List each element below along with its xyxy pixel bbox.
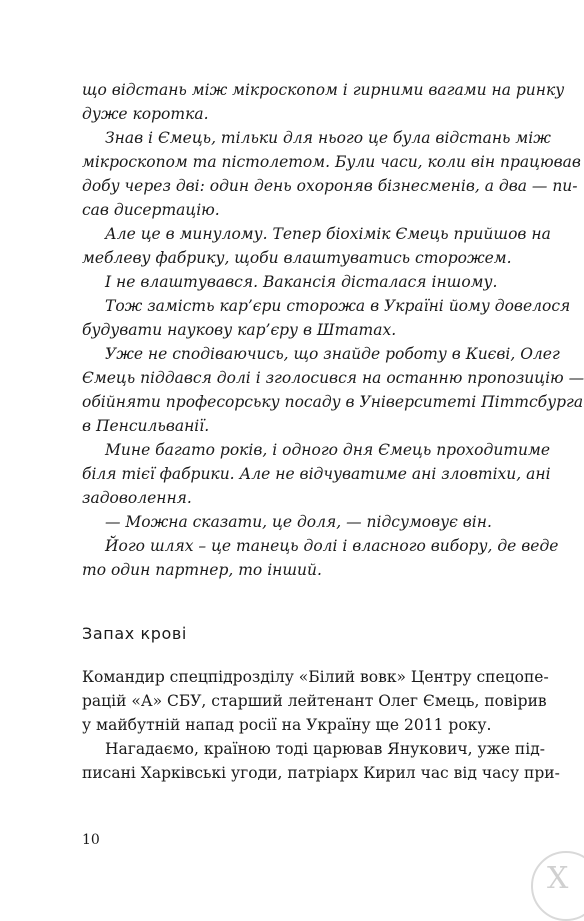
text-line: Мине багато років, і одного дня Ємець проходитиме [105,441,551,459]
text-line: Ємець піддався долі і зголосився на останню пропозицію — [82,369,584,387]
text-line: що відстань між мікроскопом і гирними вагами на ринку [82,81,565,99]
text-line: то один партнер, то інший. [82,561,322,579]
text-line: рацій «А» СБУ, старший лейтенант Олег Ємець, повірив [82,692,547,710]
text-line: добу через дві: один день охороняв бізнесменів, а два — пи- [82,177,578,195]
text-line: мікроскопом та пістолетом. Були часи, коли він працював [82,153,581,171]
page-number: 10 [82,832,100,848]
text-line: Але це в минулому. Тепер біохімік Ємець прийшов на [105,225,551,243]
text-line: дуже коротка. [82,105,209,123]
text-line: меблеву фабрику, щоби влаштуватись сторожем. [82,249,512,267]
text-line: задоволення. [82,489,192,507]
text-line: І не влаштувався. Вакансія дісталася іншому. [105,273,498,291]
text-line: Його шлях – це танець долі і власного вибору, де веде [105,537,559,555]
text-line: у майбутній напад росії на Україну ще 2011 року. [82,716,492,734]
watermark-letter: Х [547,861,569,896]
text-line: обійняти професорську посаду в Університеті Піттсбурга [82,393,584,411]
text-line: Уже не сподіваючись, що знайде роботу в Києві, Олег [105,345,560,363]
publisher-watermark-logo [531,851,584,921]
text-line: сав дисертацію. [82,201,220,219]
text-line: писані Харківські угоди, патріарх Кирил час від часу при- [82,764,560,782]
text-line: Знав і Ємець, тільки для нього це була відстань між [105,129,551,147]
section-heading: Запах крові [82,624,187,643]
text-line: будувати наукову кар’єру в Штатах. [82,321,397,339]
text-line: Нагадаємо, країною тоді царював Янукович, уже під- [105,740,545,758]
text-line: біля тієї фабрики. Але не відчуватиме ані зловтіхи, ані [82,465,551,483]
text-line: в Пенсильванії. [82,417,210,435]
text-line: Тож замість кар’єри сторожа в Україні йому довелося [105,297,571,315]
text-line: Командир спецпідрозділу «Білий вовк» Центру спецопе- [82,668,549,686]
text-line: — Можна сказати, це доля, — підсумовує він. [105,513,492,531]
